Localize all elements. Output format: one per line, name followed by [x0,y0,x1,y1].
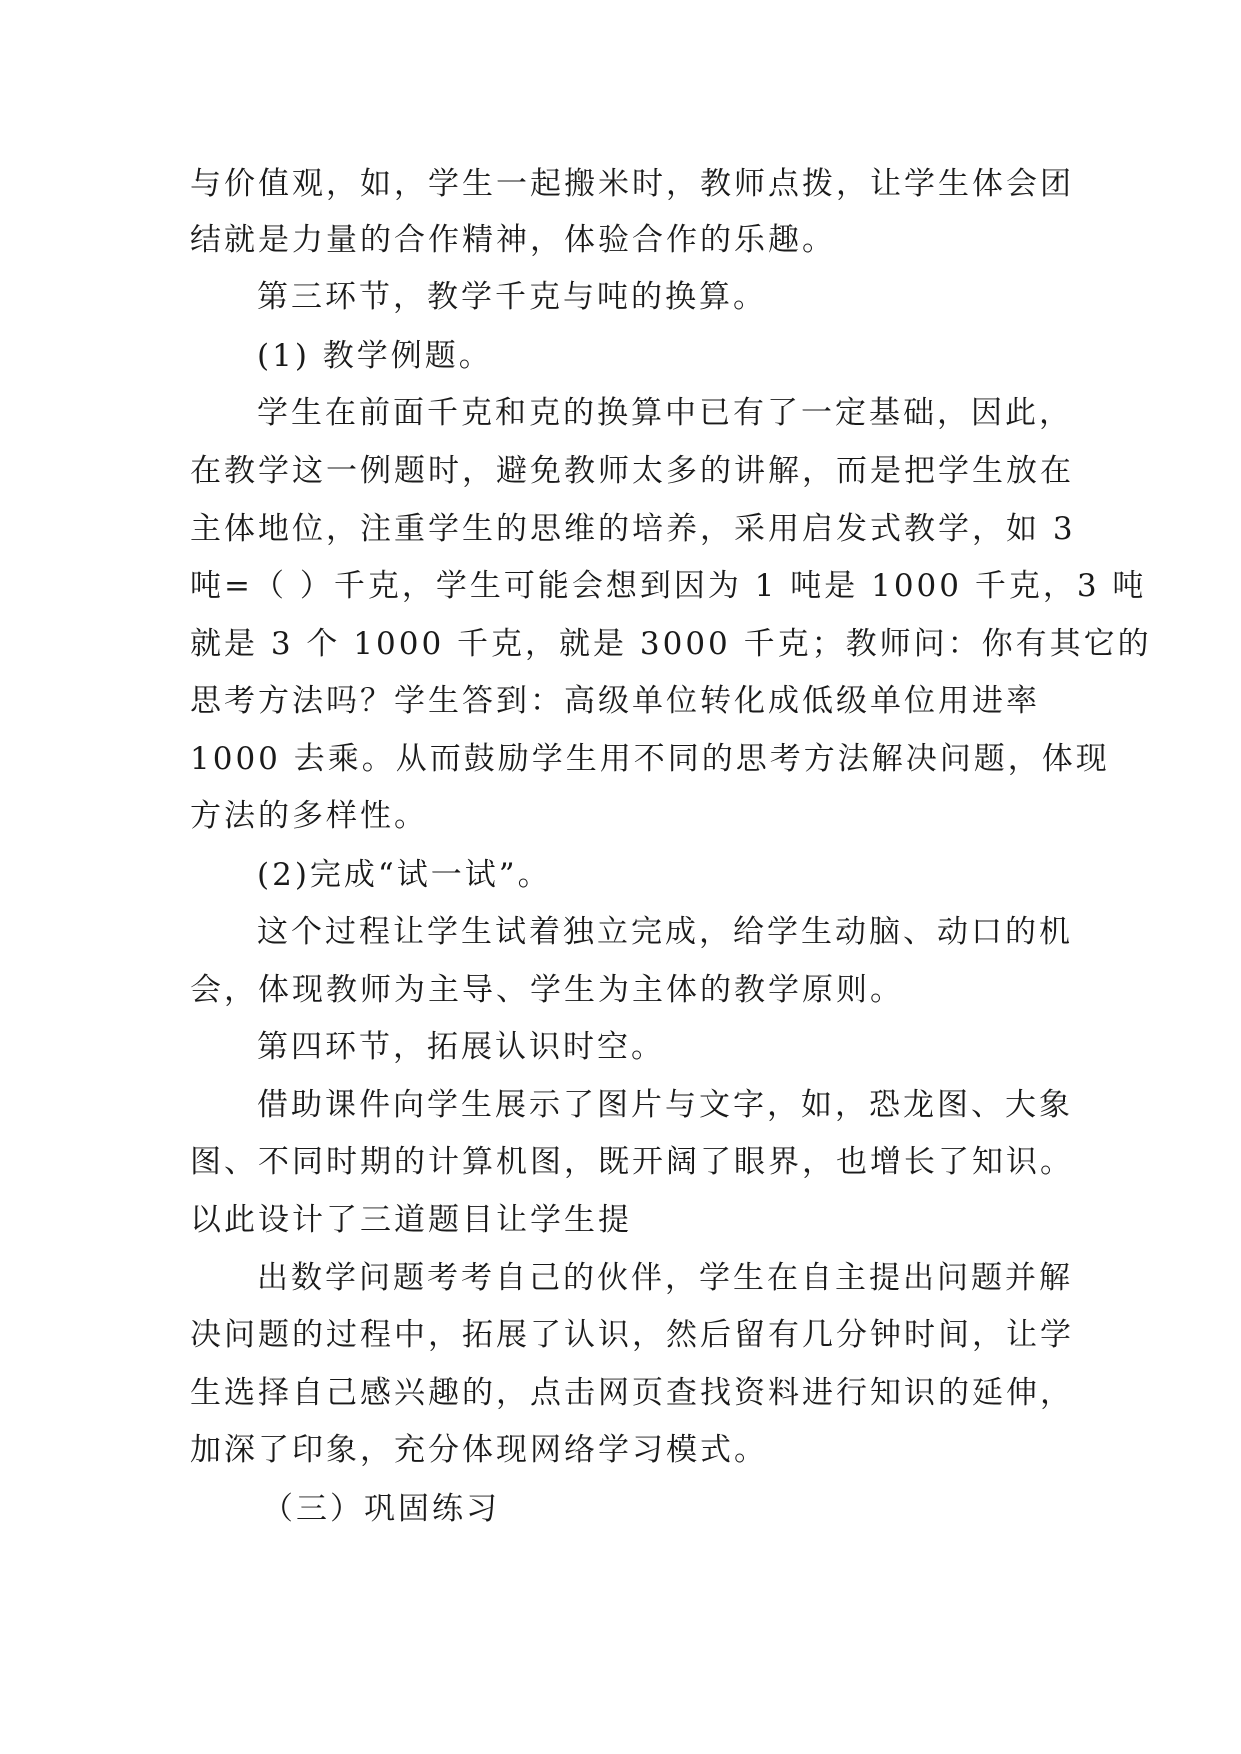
subsection-heading: (1) 教学例题。 [257,338,493,374]
paragraph-line: 决问题的过程中，拓展了认识，然后留有几分钟时间，让学 [190,1317,1074,1353]
paragraph-line: 加深了印象，充分体现网络学习模式。 [190,1432,768,1468]
paragraph-line: 1000 去乘。从而鼓励学生用不同的思考方法解决问题，体现 [190,741,1110,777]
paragraph-line: 出数学问题考考自己的伙伴，学生在自主提出问题并解 [257,1260,1073,1296]
subsection-heading: (2)完成“试一试”。 [257,857,552,893]
paragraph-line: 以此设计了三道题目让学生提 [190,1202,632,1238]
section-heading: 第四环节，拓展认识时空。 [257,1029,665,1065]
section-heading: 第三环节，教学千克与吨的换算。 [257,279,767,315]
paragraph-line: 借助课件向学生展示了图片与文字，如，恐龙图、大象 [257,1087,1073,1123]
paragraph-line: 在教学这一例题时，避免教师太多的讲解，而是把学生放在 [190,453,1074,489]
paragraph-line: 图、不同时期的计算机图，既开阔了眼界，也增长了知识。 [190,1144,1074,1180]
paragraph-line: 会，体现教师为主导、学生为主体的教学原则。 [190,972,904,1008]
paragraph-line: 生选择自己感兴趣的，点击网页查找资料进行知识的延伸， [190,1375,1074,1411]
paragraph-line: 学生在前面千克和克的换算中已有了一定基础，因此， [257,395,1073,431]
section-heading: （三）巩固练习 [262,1491,500,1527]
paragraph-line: 与价值观，如，学生一起搬米时，教师点拨，让学生体会团 [190,166,1074,202]
paragraph-line: 就是 3 个 1000 千克，就是 3000 千克；教师问：你有其它的 [190,626,1152,662]
paragraph-line: 吨=（ ）千克，学生可能会想到因为 1 吨是 1000 千克，3 吨 [190,568,1147,604]
paragraph-line: 主体地位，注重学生的思维的培养，采用启发式教学，如 3 [190,511,1076,547]
paragraph-line: 结就是力量的合作精神，体验合作的乐趣。 [190,222,836,258]
paragraph-line: 思考方法吗？学生答到：高级单位转化成低级单位用进率 [190,683,1040,719]
paragraph-line: 这个过程让学生试着独立完成，给学生动脑、动口的机 [257,914,1073,950]
paragraph-line: 方法的多样性。 [190,798,428,834]
